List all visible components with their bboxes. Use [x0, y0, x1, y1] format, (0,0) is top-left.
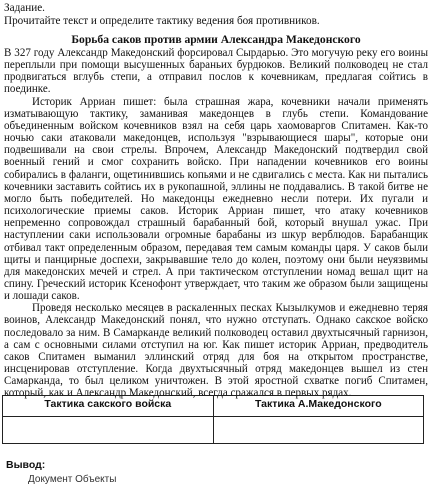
task-label: Задание.	[4, 2, 45, 14]
article-title: Борьба саков против армии Александра Македонского	[71, 33, 361, 46]
paragraph-3: Проведя несколько месяцев в раскаленных песках Кызылкумов и ежедневно теряя воинов, Александр Македонский понял, что нужно отступать. Однако сакское войско последовало за ним. В Самарканде великий полководец оставил двухтысячный гарнизон, а сам с основными силами отступил на юг. Как пишет историк Арриан, предводитель саков Спитамен выманил эллинский отряд для боя на открытом пространстве, инсценировав отступление. Когда двухтысячный отряд македонцев вышел из стен Самарканда, то был целиком уничтожен. В этой яростной схватке погиб Спитамен, который, как и Александр Македонский, всегда сражался в первых рядах.	[4, 302, 428, 400]
header-alexander-tactics: Тактика А.Македонского	[213, 396, 423, 417]
paragraph-2: Историк Арриан пишет: была страшная жара, кочевники начали применять изматывающую тактику, заманивая македонцев в глубь степи. Командование объединенным войском кочевников взял на себя царь хаомоваргов Спитамен. Как-то ночью саки атаковали македонцев, используя "взрывающиеся шары", которые они подвешивали на свои стрелы. Впрочем, Александр Македонский подтвердил свой военный гений и смог сохранить войско. При нападении кочевников его воины собирались в фаланги, ощетинившись копьями и не сдвигались с места. Как ни пытались кочевники заставить сойтись их в рукопашной, эллины не поддавались. В такой битве не могло быть победителей. Но македонцы ежедневно несли потери. Их пугали и психологические приемы саков. Историк Арриан пишет, что атаку кочевников непременно сопровождал страшный барабанный бой, который внушал ужас. При наступлении саки использовали огромные барабаны из шкур верблюдов. Барабанщик отбивал такт определенным образом, передавая тем самым команды царя. У саков были щиты и панцирные доспехи, закрывавшие тело до колен, поэтому они были неуязвимы для македонских мечей и стрел. А при тактическом отступлении номад вешал щит на спину. Греческий историк Ксенофонт утверждает, что таким же образом были защищены и лошади саков.	[4, 95, 428, 303]
table-row	[3, 417, 424, 444]
tactics-table	[2, 395, 424, 444]
alexander-tactics-cell[interactable]	[213, 417, 423, 444]
worksheet	[4, 2, 428, 400]
cut-off-text: Документ Объекты	[28, 474, 117, 485]
header-saka-tactics: Тактика сакского войска	[3, 396, 214, 417]
task-instruction: Прочитайте текст и определите тактику ведения боя противников.	[4, 14, 320, 27]
conclusion-label: Вывод:	[6, 459, 46, 471]
saka-tactics-cell[interactable]	[3, 417, 214, 444]
table-header-row	[3, 396, 424, 417]
paragraph-1: В 327 году Александр Македонский форсировал Сырдарью. Это могучую реку его воины переплыли при помощи высушенных бараньих бурдюков. Великий полководец не стал продвигаться вглубь степи, а отправил послов к кочевникам, предлагая сойтись в поединке.	[4, 47, 428, 96]
